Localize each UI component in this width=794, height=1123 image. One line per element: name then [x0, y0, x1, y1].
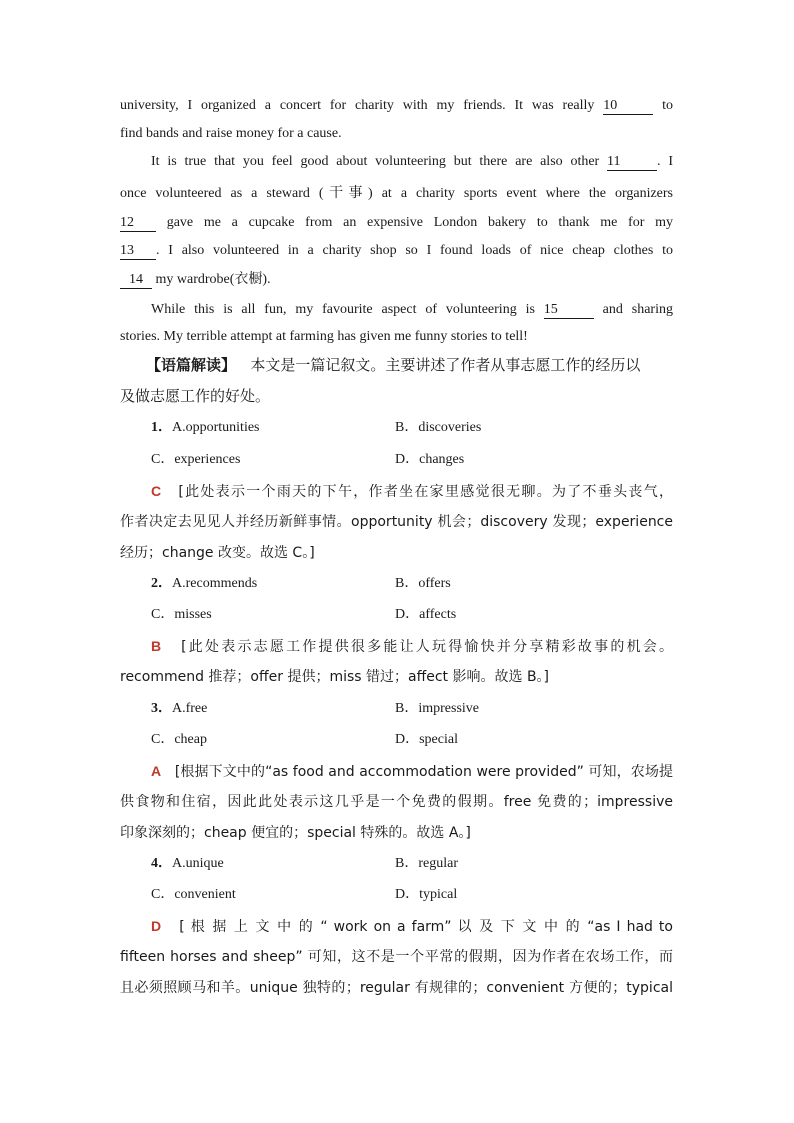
- answer-letter: C: [151, 483, 162, 499]
- option-a: A.opportunities: [172, 420, 260, 435]
- passage-text: . I also volunteered in a charity shop so I found loads of nice cheap clothes to: [156, 243, 673, 258]
- explanation-line: 印象深刻的；cheap 便宜的；special 特殊的。故选 A。]: [120, 825, 471, 841]
- option-b: B．discoveries: [395, 420, 482, 435]
- passage-line: [120, 96, 673, 116]
- explanation-line: fifteen horses and sheep” 可知，这不是一个平常的假期，因为作者在农场工作，而: [120, 949, 673, 965]
- explanation-line: 作者决定去见见人并经历新鲜事情。opportunity 机会；discovery 发现；experience: [120, 514, 673, 530]
- option-d: D．affects: [395, 607, 457, 622]
- passage-line: [151, 300, 673, 320]
- explanation-line: 经历；change 改变。故选 C。]: [120, 545, 315, 561]
- blank-15: 15: [544, 302, 594, 319]
- explanation-text: [ 根 据 上 文 中 的 “ work on a farm” 以 及 下 文 中 的 “as I had to: [179, 919, 673, 935]
- question-number: 1．: [151, 420, 172, 435]
- answer-letter: A: [151, 763, 162, 779]
- analysis-line: [146, 355, 674, 375]
- question-option: [151, 418, 260, 438]
- analysis-line: 及做志愿工作的好处。: [120, 387, 271, 405]
- explanation-line: [151, 481, 673, 502]
- option-d: D．changes: [395, 452, 465, 467]
- explanation-line: [151, 916, 673, 937]
- passage-line: [151, 152, 673, 172]
- passage-text: and sharing: [593, 302, 673, 317]
- option-c: C．misses: [151, 607, 212, 622]
- explanation-text: [此处表示一个雨天的下午，作者坐在家里感觉很无聊。为了不垂头丧气，: [178, 484, 673, 500]
- passage-line: [120, 241, 673, 261]
- passage-text: my wardrobe(衣橱).: [152, 272, 271, 287]
- passage-line: [120, 213, 673, 233]
- explanation-line: 且必须照顾马和羊。unique 独特的；regular 有规律的；convenient 方便的；typical: [120, 980, 673, 996]
- blank-10: 10: [603, 98, 653, 115]
- passage-line: once volunteered as a steward (干事) at a charity sports event where the organizers: [120, 186, 673, 201]
- question-number: 4．: [151, 856, 172, 871]
- passage-text: to: [653, 98, 673, 113]
- option-b: B．impressive: [395, 701, 479, 716]
- explanation-line: [151, 636, 673, 657]
- option-d: D．typical: [395, 887, 458, 902]
- explanation-line: recommend 推荐；offer 提供；miss 错过；affect 影响。故选 B。]: [120, 669, 550, 685]
- explanation-text: [根据下文中的“as food and accommodation were provided” 可知，农场提: [174, 764, 673, 780]
- passage-text: . I: [657, 154, 673, 169]
- option-a: A.free: [172, 701, 208, 716]
- option-a: A.recommends: [172, 576, 258, 591]
- passage-text: It is true that you feel good about volunteering but there are also other: [151, 154, 608, 169]
- option-c: C．cheap: [151, 732, 207, 747]
- passage-text: While this is all fun, my favourite aspect of volunteering is: [151, 302, 544, 317]
- option-b: B．offers: [395, 576, 451, 591]
- option-c: C．experiences: [151, 452, 241, 467]
- analysis-text: 本文是一篇记叙文。主要讲述了作者从事志愿工作的经历以: [250, 356, 641, 374]
- question-number: 2．: [151, 576, 172, 591]
- passage-text: university, I organized a concert for charity with my friends. It was really: [120, 98, 604, 113]
- question-option: [151, 854, 224, 874]
- question-option: [151, 699, 207, 719]
- option-a: A.unique: [172, 856, 224, 871]
- blank-11: 11: [607, 154, 657, 171]
- question-option: [151, 574, 257, 594]
- blank-12: 12: [120, 215, 156, 232]
- analysis-tag: 【语篇解读】: [146, 356, 237, 374]
- passage-line: [120, 270, 673, 290]
- option-c: C．convenient: [151, 887, 236, 902]
- answer-letter: D: [151, 918, 162, 934]
- explanation-line: [151, 761, 673, 782]
- blank-13: 13: [120, 243, 156, 260]
- blank-14: 14: [120, 272, 152, 289]
- option-d: D．special: [395, 732, 458, 747]
- explanation-line: 供食物和住宿，因此此处表示这几乎是一个免费的假期。free 免费的；impressive: [120, 794, 673, 810]
- answer-letter: B: [151, 638, 162, 654]
- option-b: B．regular: [395, 856, 458, 871]
- explanation-text: [此处表示志愿工作提供很多能让人玩得愉快并分享精彩故事的机会。: [181, 639, 673, 655]
- passage-line: stories. My terrible attempt at farming has given me funny stories to tell!: [120, 329, 528, 344]
- question-number: 3．: [151, 701, 172, 716]
- passage-text: gave me a cupcake from an expensive London bakery to thank me for my: [156, 215, 673, 230]
- passage-line: find bands and raise money for a cause.: [120, 126, 342, 141]
